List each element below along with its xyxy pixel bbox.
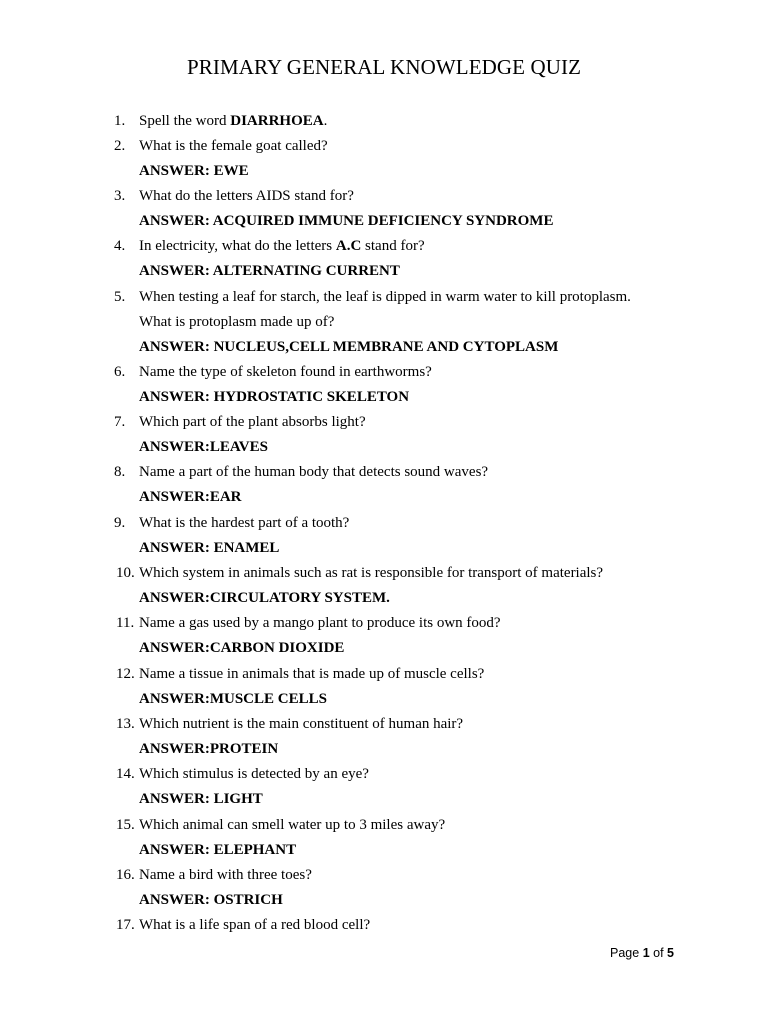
item-number: 4. [114,238,126,254]
question-text: What is a life span of a red blood cell? [139,917,371,933]
item-number: 7. [114,414,126,430]
item-number: 2. [114,138,126,154]
answer-text: ANSWER: LIGHT [139,791,263,807]
answer-text: ANSWER: ENAMEL [139,540,280,556]
item-number: 8. [114,464,126,480]
item-number: 10. [116,565,135,581]
question-text: Which part of the plant absorbs light? [139,414,366,430]
question-text: Name a tissue in animals that is made up of muscle cells? [139,666,485,682]
answer-text: ANSWER: HYDROSTATIC SKELETON [139,389,410,405]
page-of-label: of [653,946,664,960]
question-text: What do the letters AIDS stand for? [139,188,354,204]
question-text: Name a part of the human body that detects sound waves? [139,464,489,480]
answer-text: ANSWER: OSTRICH [139,892,283,908]
question-text: Which system in animals such as rat is responsible for transport of materials? [139,565,604,581]
question-text: What is protoplasm made up of? [139,314,335,330]
item-number: 12. [116,666,135,682]
total-pages: 5 [667,946,674,960]
answer-text: ANSWER: NUCLEUS,CELL MEMBRANE AND CYTOPLASM [139,339,559,355]
question-text: What is the female goat called? [139,138,328,154]
answer-text: ANSWER:LEAVES [139,439,268,455]
question-text: Which animal can smell water up to 3 miles away? [139,817,446,833]
item-number: 3. [114,188,126,204]
page-number [610,946,674,960]
answer-text: ANSWER: EWE [139,163,249,179]
answer-text: ANSWER: ELEPHANT [139,842,297,858]
question-text: What is the hardest part of a tooth? [139,515,350,531]
answer-text: ANSWER:CIRCULATORY SYSTEM. [139,590,390,606]
answer-text: ANSWER:CARBON DIOXIDE [139,640,345,656]
item-number: 6. [114,364,126,380]
page-label: Page [610,946,640,960]
question-text: Name a gas used by a mango plant to produce its own food? [139,615,501,631]
answer-text: ANSWER:PROTEIN [139,741,279,757]
answer-text: ANSWER:MUSCLE CELLS [139,691,327,707]
question-text: Which stimulus is detected by an eye? [139,766,369,782]
item-number: 15. [116,817,135,833]
question-text: Which nutrient is the main constituent of human hair? [139,716,464,732]
question-text: Spell the word DIARRHOEA. [139,113,328,129]
answer-text: ANSWER:EAR [139,489,242,505]
answer-text: ANSWER: ALTERNATING CURRENT [139,263,400,279]
question-text: In electricity, what do the letters A.C stand for? [139,238,425,254]
question-text: Name the type of skeleton found in earthworms? [139,364,432,380]
item-number: 9. [114,515,126,531]
item-number: 1. [114,113,126,129]
item-number: 13. [116,716,135,732]
question-text: Name a bird with three toes? [139,867,312,883]
question-text: When testing a leaf for starch, the leaf is dipped in warm water to kill protoplasm. [139,289,631,305]
item-number: 17. [116,917,135,933]
page-title: PRIMARY GENERAL KNOWLEDGE QUIZ [187,55,581,79]
current-page: 1 [642,946,650,960]
answer-text: ANSWER: ACQUIRED IMMUNE DEFICIENCY SYNDROME [139,213,554,229]
item-number: 11. [116,615,135,631]
item-number: 16. [116,867,135,883]
item-number: 5. [114,289,126,305]
item-number: 14. [116,766,135,782]
